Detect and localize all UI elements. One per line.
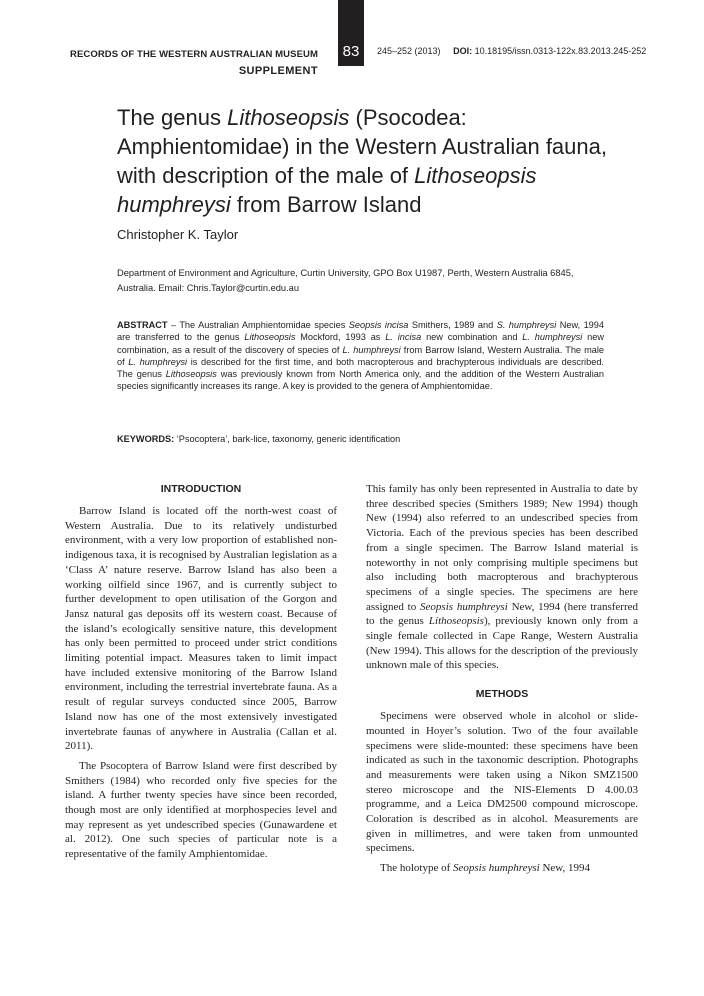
body-column-right bbox=[366, 482, 638, 881]
running-header-journal bbox=[70, 46, 318, 80]
page-range: 245–252 (2013) bbox=[377, 46, 441, 56]
doi-label: DOI: bbox=[453, 46, 473, 56]
keywords-list: ‘Psocoptera’, bark-lice, taxonomy, generic identification bbox=[174, 434, 401, 444]
intro-paragraph-2: The Psocoptera of Barrow Island were first described by Smithers (1984) who recorded only five species for the island. A further twenty species have since been recorded, though most are only identified at morphospecies level and may represent as yet undescribed species (Gunawardene et al. 2012). One such species of particular note is a representative of the family Amphientomidae. bbox=[65, 759, 337, 861]
volume-number: 83 bbox=[342, 43, 360, 60]
keywords bbox=[117, 434, 400, 444]
author-affiliation: Department of Environment and Agriculture, Curtin University, GPO Box U1987, Perth, Western Australia 6845, Australia. Email: Chris.Taylor@curtin.edu.au bbox=[117, 268, 574, 293]
supplement-label: SUPPLEMENT bbox=[238, 65, 318, 77]
keywords-label: KEYWORDS: bbox=[117, 434, 175, 444]
running-header-citation bbox=[377, 46, 646, 56]
doi-link[interactable]: 10.18195/issn.0313-122x.83.2013.245-252 bbox=[474, 46, 647, 56]
introduction-heading: INTRODUCTION bbox=[160, 483, 242, 495]
methods-heading: METHODS bbox=[475, 688, 529, 701]
volume-number-block bbox=[338, 0, 364, 66]
body-column-left bbox=[65, 482, 337, 867]
intro-paragraph-1: Barrow Island is located off the north-west coast of Western Australia. Due to its relatively undisturbed environment, with a very low proportion of established non-indigenous taxa, it is recognised by Australian legislation as a ‘Class A’ nature reserve. Barrow Island has also been a working oilfield since 1967, and is currently subject to further development to open utilisation of the Gorgon and Jansz natural gas deposits off its western coast. Because of the island’s ecologically sensitive nature, this development has only been permitted to proceed under strict conditions limiting potential impact. Measures taken to limit impact have included extensive monitoring of the Barrow Island environment, including the terrestrial invertebrate fauna. As a result of regular surveys conducted since 2005, Barrow Island now has one of the most extensively investigated invertebrate faunas of anywhere in Australia (Callan et al. 2011). bbox=[65, 505, 337, 753]
methods-paragraph-2: The holotype of Seopsis humphreysi New, 1994 bbox=[380, 862, 590, 875]
journal-name: RECORDS OF THE WESTERN AUSTRALIAN MUSEUM bbox=[69, 49, 318, 60]
author-name: Christopher K. Taylor bbox=[117, 227, 239, 242]
abstract-label: ABSTRACT bbox=[117, 320, 168, 330]
abstract: ABSTRACT – The Australian Amphientomidae species Seopsis incisa Smithers, 1989 and S. humphreysi New, 1994 are transferred to the genus Lithoseopsis Mockford, 1993 as L. incisa new combination and L. humphreysi new combination, as a result of the discovery of species of L. humphreysi from Barrow Island, Western Australia. The male of L. humphreysi is described for the first time, and both macropterous and brachypterous individuals are described. The genus Lithoseopsis was previously known from North America only, and the addition of the Western Australian species significantly increases its range. A key is provided to the genera of Amphientomidae. bbox=[117, 320, 605, 392]
article-title: The genus Lithoseopsis (Psocodea: Amphientomidae) in the Western Australian fauna, with description of the male of Lithoseopsis humphreysi from Barrow Island bbox=[117, 105, 607, 217]
methods-paragraph-1: Specimens were observed whole in alcohol or slide-mounted in Hoyer’s solution. Two of the four available specimens were slide-mounted: these specimens have been indicated as such in the taxonomic description. Photographs and measurements were taken using a Nikon SMZ1500 stereo microscope and the NIS-Elements D 4.00.03 programme, and a Leica DM2500 compound microscope. Coloration is described as in alcohol. Measurements are given in millimetres, and were taken from unmounted specimens. bbox=[366, 710, 638, 855]
intro-paragraph-3: This family has only been represented in Australia to date by three described species (Smithers 1989; New 1994) though New (1994) also referred to an undescribed species from Victoria. Each of the previous species has been described from a single specimen. The Barrow Island material is noteworthy in not only comprising multiple specimens but also including both macropterous and brachypterous specimens of a single species. The specimens are here assigned to Seopsis humphreysi New, 1994 (here transferred to the genus Lithoseopsis), previously known only from a single female collected in Cape Range, Western Australia (New 1994). This allows for the description of the previously unknown male of this species. bbox=[366, 483, 638, 672]
